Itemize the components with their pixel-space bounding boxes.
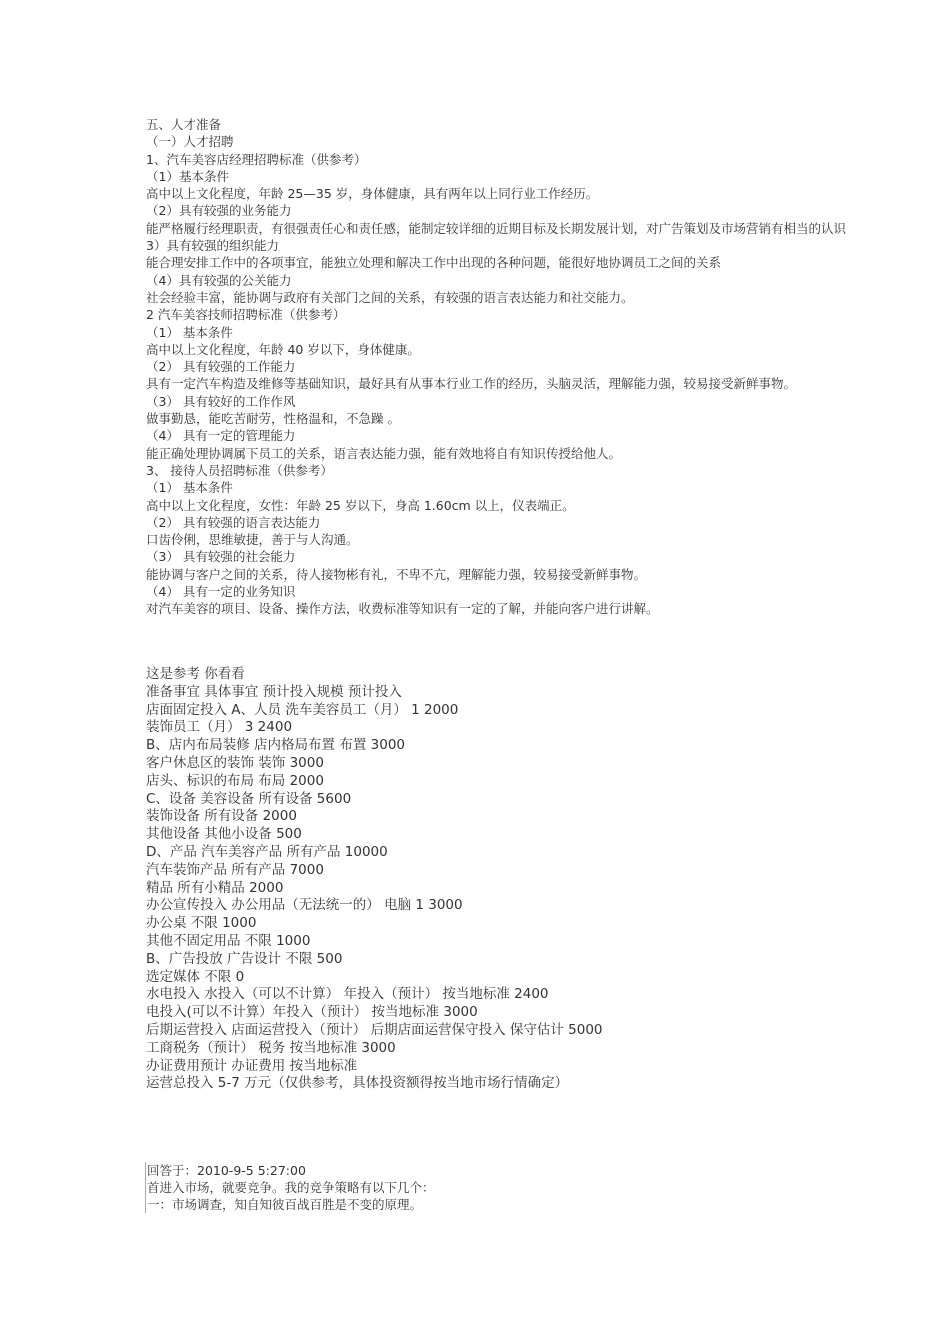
budget-total: 运营总投入 5-7 万元（仅供参考，具体投资额得按当地市场行情确定）	[146, 1075, 569, 1092]
budget-row: 装饰设备 所有设备 2000	[146, 808, 297, 825]
paragraph: 具有一定汽车构造及维修等基础知识，最好具有从事本行业工作的经历，头脑灵活，理解能力强，较易接受新鲜事物。	[146, 376, 797, 392]
list-item: （2） 具有较强的工作能力	[146, 359, 296, 375]
budget-row: C、设备 美容设备 所有设备 5600	[146, 790, 352, 807]
list-item: （3） 具有较好的工作作风	[146, 393, 296, 409]
budget-row: 水电投入 水投入（可以不计算） 年投入（预计） 按当地标准 2400	[146, 986, 549, 1003]
paragraph: 能合理安排工作中的各项事宜，能独立处理和解决工作中出现的各种问题，能很好地协调员工之间的关系	[146, 255, 722, 271]
section-heading: 五、人才准备	[146, 117, 222, 132]
answer-line: 首进入市场，就要竞争。我的竞争策略有以下几个：	[147, 1180, 435, 1195]
technician-standard-heading: 2 汽车美容技师招聘标准（供参考）	[146, 307, 346, 323]
talent-preparation-section	[146, 116, 846, 618]
budget-row: 办公桌 不限 1000	[146, 915, 257, 932]
paragraph: 社会经验丰富，能协调与政府有关部门之间的关系，有较强的语言表达能力和社交能力。	[146, 289, 634, 305]
manager-standard-heading: 1、汽车美容店经理招聘标准（供参考）	[146, 151, 367, 167]
budget-section	[146, 666, 846, 1093]
paragraph: 能协调与客户之间的关系，待人接物彬有礼，不卑不亢，理解能力强，较易接受新鲜事物。	[146, 566, 647, 582]
list-item: 3）具有较强的组织能力	[146, 238, 279, 254]
paragraph: 对汽车美容的项目、设备、操作方法，收费标准等知识有一定的了解，并能向客户进行讲解。	[146, 601, 659, 617]
budget-intro: 这是参考 你看看	[146, 666, 245, 682]
answer-timestamp: 回答于：2010-9-5 5:27:00	[147, 1163, 306, 1178]
paragraph: 能正确处理协调属下员工的关系，语言表达能力强，能有效地将自有知识传授给他人。	[146, 445, 622, 461]
list-item: （2） 具有较强的语言表达能力	[146, 514, 321, 530]
list-item: （4）具有较强的公关能力	[146, 272, 292, 288]
budget-row: 办公宣传投入 办公用品（无法统一的） 电脑 1 3000	[146, 897, 463, 914]
paragraph: 口齿伶俐，思维敏捷，善于与人沟通。	[146, 532, 359, 548]
reception-standard-heading: 3、 接待人员招聘标准（供参考）	[146, 462, 333, 478]
list-item: （4） 具有一定的业务知识	[146, 584, 296, 600]
budget-row: 其他不固定用品 不限 1000	[146, 932, 311, 949]
budget-row: 选定媒体 不限 0	[146, 968, 245, 985]
budget-row: 汽车装饰产品 所有产品 7000	[146, 861, 324, 878]
paragraph: 高中以上文化程度，年龄 40 岁以下，身体健康。	[146, 341, 420, 357]
budget-row: 店头、标识的布局 布局 2000	[146, 772, 324, 789]
list-item: （1）基本条件	[146, 168, 229, 184]
list-item: （1） 基本条件	[146, 480, 233, 496]
list-item: （4） 具有一定的管理能力	[146, 428, 296, 444]
paragraph: 高中以上文化程度，女性：年龄 25 岁以下，身高 1.60cm 以上，仪表端正。	[146, 497, 575, 513]
budget-row: B、广告投放 广告设计 不限 500	[146, 950, 343, 967]
budget-header-row: 准备事宜 具体事宜 预计投入规模 预计投入	[146, 683, 402, 700]
budget-row: 其他设备 其他小设备 500	[146, 826, 302, 843]
paragraph: 高中以上文化程度，年龄 25—35 岁，身体健康，具有两年以上同行业工作经历。	[146, 186, 599, 202]
budget-row: 客户休息区的装饰 装饰 3000	[146, 754, 324, 771]
budget-row: 办证费用预计 办证费用 按当地标准	[146, 1057, 358, 1074]
subsection-heading: （一）人才招聘	[146, 134, 234, 150]
list-item: （3） 具有较强的社会能力	[146, 549, 296, 565]
list-item: （1） 基本条件	[146, 324, 233, 340]
budget-row: 电投入(可以不计算）年投入（预计） 按当地标准 3000	[146, 1004, 478, 1021]
answer-block	[145, 1162, 847, 1213]
budget-row: 精品 所有小精品 2000	[146, 879, 284, 896]
paragraph: 能严格履行经理职责，有很强责任心和责任感，能制定较详细的近期目标及长期发展计划，对广告策划及市场营销有相当的认识	[146, 220, 847, 236]
budget-row: 后期运营投入 店面运营投入（预计） 后期店面运营保守投入 保守估计 5000	[146, 1021, 603, 1038]
answer-line: 一：市场调查，知自知彼百战百胜是不变的原理。	[147, 1197, 423, 1212]
budget-row: D、产品 汽车美容产品 所有产品 10000	[146, 843, 388, 860]
budget-row: 店面固定投入 A、人员 洗车美容员工（月） 1 2000	[146, 701, 459, 718]
budget-row: 装饰员工（月） 3 2400	[146, 719, 293, 736]
budget-row: B、店内布局装修 店内格局布置 布置 3000	[146, 737, 405, 754]
paragraph: 做事勤恳，能吃苦耐劳，性格温和，不急躁 。	[146, 411, 400, 427]
budget-row: 工商税务（预计） 税务 按当地标准 3000	[146, 1039, 396, 1056]
list-item: （2）具有较强的业务能力	[146, 203, 292, 219]
